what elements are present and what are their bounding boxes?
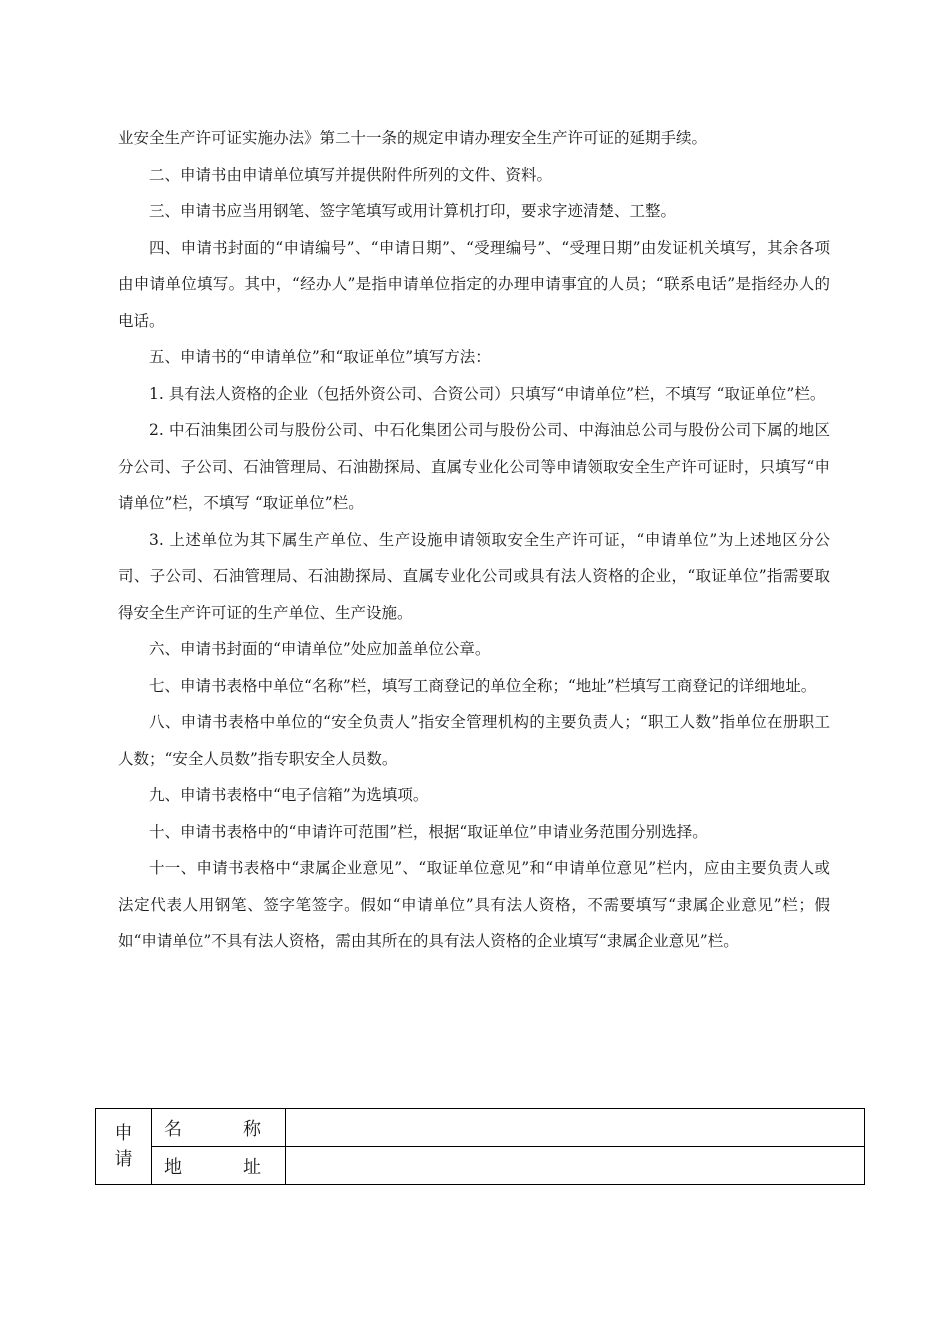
- address-label-char: 址: [243, 1156, 261, 1178]
- instruction-paragraph: 七、申请书表格中单位“名称”栏，填写工商登记的单位全称；“地址”栏填写工商登记的详细地址。: [149, 676, 817, 695]
- address-field[interactable]: [286, 1147, 865, 1185]
- instruction-paragraph: 八、申请书表格中单位的“安全负责人”指安全管理机构的主要负责人；“职工人数”指单位在册职工人数；“安全人员数”指专职安全人员数。: [118, 713, 830, 768]
- instruction-paragraph: 三、申请书应当用钢笔、签字笔填写或用计算机打印，要求字迹清楚、工整。: [149, 202, 677, 220]
- table-row: [96, 1109, 865, 1147]
- instruction-paragraph: 六、申请书封面的“申请单位”处应加盖单位公章。: [149, 640, 491, 658]
- section-header-char: 申: [114, 1122, 133, 1144]
- instruction-paragraph: 3. 上述单位为其下属生产单位、生产设施申请领取安全生产许可证，“申请单位”为上述地区分公司、子公司、石油管理局、石油勘探局、直属专业化公司或具有法人资格的企业，“取证单位”指需要取得安全生产许可证的生产单位、生产设施。: [118, 530, 830, 622]
- instruction-paragraph: 五、申请书的“申请单位”和“取证单位”填写方法：: [149, 348, 491, 366]
- applicant-info-table: [95, 1108, 865, 1185]
- instruction-paragraph: 业安全生产许可证实施办法》第二十一条的规定申请办理安全生产许可证的延期手续。: [118, 129, 708, 147]
- applicant-section-header: [96, 1109, 152, 1185]
- section-header-char: 请: [114, 1148, 133, 1170]
- address-label-cell: [152, 1147, 286, 1185]
- instruction-paragraph: 1. 具有法人资格的企业（包括外资公司、合资公司）只填写“申请单位”栏，不填写 “取证单位”栏。: [149, 384, 826, 403]
- table-row: [96, 1147, 865, 1185]
- name-label-char: 名: [164, 1118, 182, 1140]
- instruction-paragraph: 二、申请书由申请单位填写并提供附件所列的文件、资料。: [149, 165, 553, 184]
- instruction-paragraph: 2. 中石油集团公司与股份公司、中石化集团公司与股份公司、中海油总公司与股份公司下属的地区分公司、子公司、石油管理局、石油勘探局、直属专业化公司等申请领取安全生产许可证时，只填写“申请单位”栏，不填写 “取证单位”栏。: [118, 421, 830, 512]
- instruction-paragraph: 十一、申请书表格中“隶属企业意见”、“取证单位意见”和“申请单位意见”栏内，应由主要负责人或法定代表人用钢笔、签字笔签字。假如“申请单位”具有法人资格，不需要填写“隶属企业意见”栏；假如“申请单位”不具有法人资格，需由其所在的具有法人资格的企业填写“隶属企业意见”栏。: [118, 859, 830, 950]
- instructions-body: [118, 120, 830, 960]
- name-field[interactable]: [286, 1109, 865, 1147]
- instruction-paragraph: 十、申请书表格中的“申请许可范围”栏，根据“取证单位”申请业务范围分别选择。: [149, 822, 708, 841]
- name-label-cell: [152, 1109, 286, 1147]
- address-label-char: 地: [164, 1156, 182, 1178]
- instruction-paragraph: 九、申请书表格中“电子信箱”为选填项。: [149, 786, 429, 804]
- name-label-char: 称: [243, 1118, 261, 1140]
- instruction-paragraph: 四、申请书封面的“申请编号”、“申请日期”、“受理编号”、“受理日期”由发证机关填写，其余各项由申请单位填写。其中，“经办人”是指申请单位指定的办理申请事宜的人员；“联系电话”是指经办人的电话。: [118, 238, 830, 330]
